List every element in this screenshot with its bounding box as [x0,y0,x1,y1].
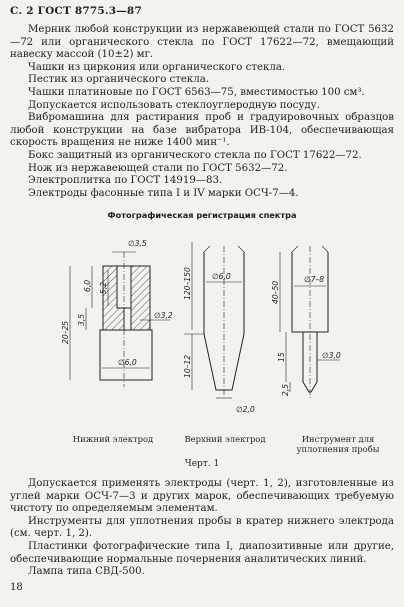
dim-label: 2,5 [281,383,290,396]
paragraph: Чашки платиновые по ГОСТ 6563—75, вместимостью 100 см³. [28,86,365,98]
upper-electrode-label: Верхний электрод [184,434,266,444]
tool-label [282,434,394,454]
upper-electrode-drawing [184,242,244,398]
dim-label: 3,5 [77,313,86,326]
paragraph: Допускается использовать стеклоуглеродную посуду. [28,99,320,111]
dim-label: ∅3,0 [322,351,341,360]
dim-label: ∅7–8 [304,275,325,284]
dim-label: 6,0 [83,279,92,292]
dim-label: 120–150 [183,267,192,300]
paragraph: Мерник любой конструкции из нержавеющей стали по ГОСТ 5632—72 или органического стекла по ГОСТ 17622—72, вмещающий навеску массой (10±2) мг. [10,24,394,61]
page-number: 18 [10,582,23,593]
paragraph: Чашки из циркония или органического стекла. [28,61,286,73]
body-text-bottom [10,478,394,579]
paragraph: Пластинки фотографические типа I, диапозитивные или другие, обеспечивающие нормальные почернения аналитических линий. [10,540,394,565]
paragraph: Допускается применять электроды (черт. 1, 2), изготовленные из углей марки ОСЧ-7—3 и других марок, обеспечивающих требуемую чистоту по определяемым элементам. [10,478,394,515]
paragraph: Нож из нержавеющей стали по ГОСТ 5632—72. [28,162,288,174]
paragraph: Пестик из органического стекла. [28,74,210,86]
dim-label: ∅6,0 [212,272,231,281]
dim-label: 10–12 [183,354,192,378]
tool-label-line: уплотнения пробы [296,444,380,454]
dim-label: ∅6,0 [118,358,137,367]
body-text-top [10,24,394,200]
dim-label: ∅2,0 [236,405,255,414]
paragraph: Электроды фасонные типа I и IV марки ОСЧ-7—4. [28,187,299,199]
paragraph: Вибромашина для растирания проб и градуировочных образцов любой конструкции на базе вибратора ИВ-104, обеспечивающая скорость вращения не ниже 1400 мин⁻¹. [10,112,394,149]
figure-caption: Черт. 1 [184,459,220,469]
dim-label: 20–25 [61,320,70,344]
paragraph: Бокс защитный из органического стекла по ГОСТ 17622—72. [28,149,362,161]
paragraph: Электроплитка по ГОСТ 14919—83. [28,175,223,187]
figure-title: Фотографическая регистрация спектра [107,210,297,220]
lower-electrode-label: Нижний электрод [72,434,154,444]
electrode-drawings [0,222,404,427]
dim-label: ∅3,5 [128,239,147,248]
paragraph: Лампа типа СВД-500. [28,566,145,578]
tool-label-line: Инструмент для [301,434,375,444]
dim-label: ∅3,2 [154,311,173,320]
compaction-tool-drawing [280,246,340,400]
dim-label: 5,2 [99,281,108,294]
dim-label: 40–50 [271,280,280,304]
page-header: С. 2 ГОСТ 8775.3—87 [10,5,142,17]
paragraph: Инструменты для уплотнения пробы в кратер нижнего электрода (см. черт. 1, 2). [10,515,394,540]
dim-label: 15 [277,352,286,362]
